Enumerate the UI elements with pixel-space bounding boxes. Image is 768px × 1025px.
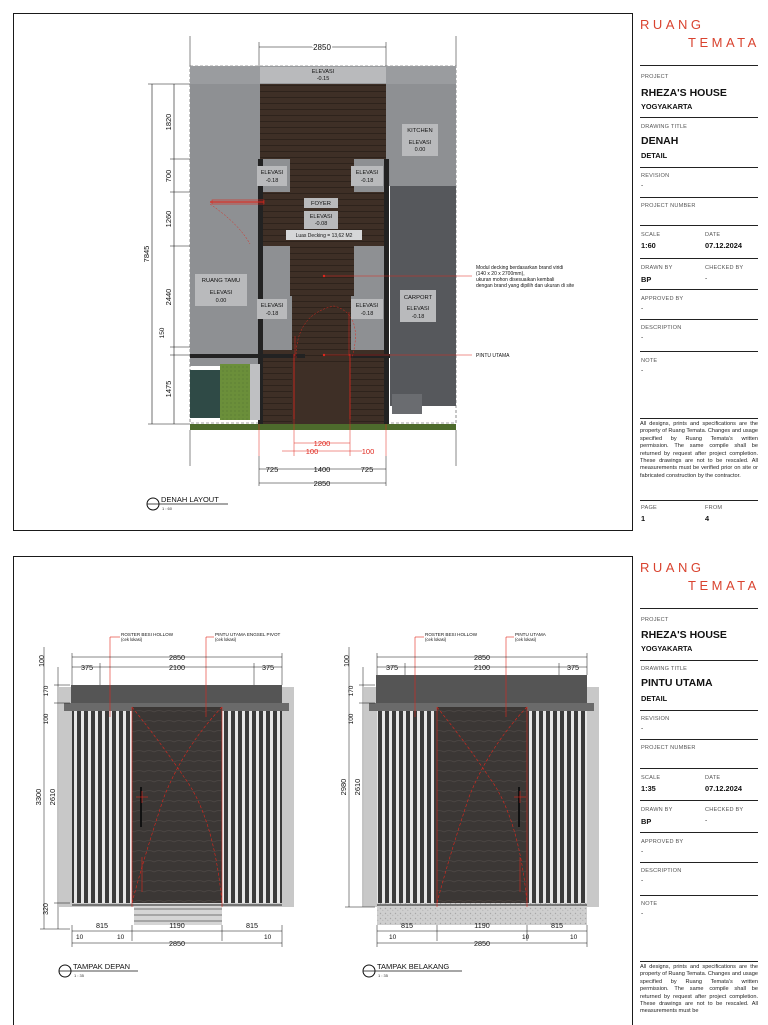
front-dim-top: 2850 xyxy=(169,653,185,662)
note-decking-2: (140 x 20 x 2700mm), xyxy=(476,271,525,277)
brand-temata-2: TEMATA xyxy=(688,578,760,593)
front-note-roster: ROSTER BESI HOLLOW xyxy=(121,632,174,637)
project-number-label-2: PROJECT NUMBER xyxy=(641,745,696,751)
drawn-by-label-2: DRAWN BY xyxy=(641,807,673,813)
note-label: NOTE xyxy=(641,358,658,364)
approved-by-value: - xyxy=(641,305,644,312)
elev-carport-value: -0.18 xyxy=(411,314,425,320)
elev-left-low-value: -0.18 xyxy=(265,311,279,317)
front-dim-815a: 815 xyxy=(96,921,108,930)
project-name: RHEZA'S HOUSE xyxy=(641,87,727,99)
back-note-door-sub: (cek lokasi) xyxy=(515,637,537,642)
drawing-title: DENAH xyxy=(641,135,679,147)
note-decking-3: ukuran mohon disesuaikan kembali xyxy=(476,277,555,283)
dim-700: 700 xyxy=(164,169,173,183)
back-dim-100: 100 xyxy=(344,655,351,667)
elev-tamu-value: 0.00 xyxy=(215,298,227,304)
sheet-denah xyxy=(13,13,633,531)
approved-by-label: APPROVED BY xyxy=(641,296,684,302)
elev-left-mid-word: ELEVASI xyxy=(260,170,284,176)
back-door xyxy=(437,707,527,903)
project-city-2: YOGYAKARTA xyxy=(641,644,693,653)
front-dim-2610: 2610 xyxy=(48,788,57,806)
back-note-roster-sub: (cek lokasi) xyxy=(425,637,447,642)
room-ruang-tamu: RUANG TAMU xyxy=(201,278,241,284)
caption-back: TAMPAK BELAKANG xyxy=(377,962,450,971)
front-dim-1190: 1190 xyxy=(169,921,185,930)
checked-by-label-2: CHECKED BY xyxy=(705,807,744,813)
wall-right xyxy=(384,159,389,424)
elev-right-mid-value: -0.18 xyxy=(360,178,374,184)
back-note-roster: ROSTER BESI HOLLOW xyxy=(425,632,478,637)
dim-7845: 7845 xyxy=(142,245,151,263)
elev-tamu-word: ELEVASI xyxy=(209,290,233,296)
front-dim-100b: 100 xyxy=(43,713,50,725)
dim-2440: 2440 xyxy=(164,288,173,306)
checked-by-value: - xyxy=(705,275,708,282)
drawing-subtitle: DETAIL xyxy=(641,151,668,160)
disclaimer: All designs, prints and specifications are the property of Ruang Temata. Changes and usage specified by Ruang Temata's written permission. The same compile shall be returned by request after project completion. These drawings are not to be rescaled. All measurements must be verified prior on site or fabricated construction by the contractor. xyxy=(640,421,758,479)
revision-label: REVISION xyxy=(641,173,670,179)
front-dim-375a: 375 xyxy=(81,663,93,672)
back-dim-10c: 10 xyxy=(570,934,578,941)
drawing-title-label: DRAWING TITLE xyxy=(641,124,688,130)
front-dim-170: 170 xyxy=(43,685,50,697)
date-label: DATE xyxy=(705,232,721,238)
elev-left-mid-value: -0.18 xyxy=(265,178,279,184)
brand-temata: TEMATA xyxy=(688,35,760,50)
front-dim-10c: 10 xyxy=(264,934,272,941)
revision-value-2: - xyxy=(641,725,644,732)
title-block-1 xyxy=(640,13,758,529)
front-dim-375b: 375 xyxy=(262,663,274,672)
caption-denah: DENAH LAYOUT xyxy=(161,495,219,504)
front-dim-815b: 815 xyxy=(246,921,258,930)
project-label: PROJECT xyxy=(641,74,669,80)
title-block-2 xyxy=(640,556,758,1024)
back-roster-right xyxy=(527,711,587,903)
brand-ruang: RUANG xyxy=(640,17,705,32)
checked-by-label: CHECKED BY xyxy=(705,265,744,271)
front-dim-100: 100 xyxy=(39,655,46,667)
drawing-subtitle-2: DETAIL xyxy=(641,694,668,703)
from-label: FROM xyxy=(705,505,723,511)
elev-kitchen-value: 0.00 xyxy=(414,147,426,153)
approved-by-value-2: - xyxy=(641,848,644,855)
back-dim-top: 2850 xyxy=(474,653,490,662)
back-dim-bottom: 2850 xyxy=(474,939,490,948)
dim-1200: 1200 xyxy=(313,439,331,448)
dim-100b: 100 xyxy=(361,447,375,456)
dim-bottom: 2850 xyxy=(313,479,331,488)
note-pintu-utama: PINTU UTAMA xyxy=(476,353,510,359)
back-dim-815a: 815 xyxy=(401,921,413,930)
front-note-roster-sub: (cek lokasi) xyxy=(121,637,143,642)
front-dim-10b: 10 xyxy=(117,934,125,941)
checked-by-value-2: - xyxy=(705,817,708,824)
front-pivot-door xyxy=(132,707,222,903)
scale-label-2: SCALE xyxy=(641,775,661,781)
elev-foyer-word: ELEVASI xyxy=(309,214,333,220)
front-dim-320: 320 xyxy=(43,903,50,915)
project-city: YOGYAKARTA xyxy=(641,102,693,111)
left-wall-block xyxy=(190,66,260,366)
date-label-2: DATE xyxy=(705,775,721,781)
description-label: DESCRIPTION xyxy=(641,325,682,331)
description-label-2: DESCRIPTION xyxy=(641,868,682,874)
drawn-by-label: DRAWN BY xyxy=(641,265,673,271)
back-dim-2980: 2980 xyxy=(339,778,348,796)
back-dim-375a: 375 xyxy=(386,663,398,672)
luas-decking: Luas Decking = 13,62 M2 xyxy=(295,233,353,239)
caption-denah-scale: 1 : 60 xyxy=(162,506,173,511)
front-dim-2100: 2100 xyxy=(169,663,185,672)
date-value: 07.12.2024 xyxy=(705,241,742,250)
drawn-by-value: BP xyxy=(641,275,652,284)
front-dim-10a: 10 xyxy=(76,934,84,941)
drawing-title-2: PINTU UTAMA xyxy=(641,677,713,689)
back-note-door: PINTU UTAMA xyxy=(515,632,546,637)
room-carport: CARPORT xyxy=(403,295,433,301)
elev-top-value: -0.15 xyxy=(316,76,330,82)
dim-725a: 725 xyxy=(265,465,279,474)
garden xyxy=(220,364,250,420)
brand-ruang-2: RUANG xyxy=(640,560,705,575)
back-dim-10a: 10 xyxy=(389,934,397,941)
elev-right-low-word: ELEVASI xyxy=(355,303,379,309)
dim-top: 2850 xyxy=(313,43,331,52)
note-value: - xyxy=(641,367,644,374)
back-dim-2610: 2610 xyxy=(353,778,362,796)
pintu-drawing xyxy=(14,557,632,1025)
scale-label: SCALE xyxy=(641,232,661,238)
dim-1400: 1400 xyxy=(313,465,331,474)
revision-value: - xyxy=(641,182,644,189)
elev-right-low-value: -0.18 xyxy=(360,311,374,317)
front-dim-3300: 3300 xyxy=(34,788,43,806)
room-kitchen: KITCHEN xyxy=(407,128,433,134)
back-dim-375b: 375 xyxy=(567,663,579,672)
note-decking-4: dengan brand yang dipilih dan ukuran di site xyxy=(476,283,575,289)
back-dim-10b: 10 xyxy=(522,934,530,941)
back-dim-2100: 2100 xyxy=(474,663,490,672)
dim-1475: 1475 xyxy=(164,380,173,398)
front-dim-bottom: 2850 xyxy=(169,939,185,948)
caption-front: TAMPAK DEPAN xyxy=(73,962,131,971)
back-dim-170: 170 xyxy=(348,685,355,697)
elev-left-low-word: ELEVASI xyxy=(260,303,284,309)
note-label-2: NOTE xyxy=(641,901,658,907)
page-value: 1 xyxy=(641,514,646,523)
dim-150: 150 xyxy=(159,327,166,339)
project-name-2: RHEZA'S HOUSE xyxy=(641,629,727,641)
back-dim-1190: 1190 xyxy=(474,921,490,930)
elev-right-mid-word: ELEVASI xyxy=(355,170,379,176)
dim-725b: 725 xyxy=(360,465,374,474)
scale-value-2: 1:35 xyxy=(641,784,656,793)
dim-1820: 1820 xyxy=(164,113,173,131)
elev-foyer-value: -0.08 xyxy=(314,221,328,227)
drawn-by-value-2: BP xyxy=(641,817,652,826)
pool xyxy=(190,370,220,418)
project-number-label: PROJECT NUMBER xyxy=(641,203,696,209)
disclaimer-2: All designs, prints and specifications are the property of Ruang Temata. Changes and usage specified by Ruang Temata's written permission. The same compile shall be returned by request after project completion. These drawings are not to be rescaled. All measurements must be xyxy=(640,964,758,1015)
elev-kitchen-word: ELEVASI xyxy=(408,140,432,146)
from-value: 4 xyxy=(705,514,710,523)
elev-top-word: ELEVASI xyxy=(311,69,335,75)
front-note-door: PINTU UTAMA ENGSEL PIVOT xyxy=(215,632,281,637)
description-value-2: - xyxy=(641,877,644,884)
elev-carport-word: ELEVASI xyxy=(406,306,430,312)
drawing-title-label-2: DRAWING TITLE xyxy=(641,666,688,672)
note-decking-1: Modul decking berdasarkan brand viridi xyxy=(476,265,564,271)
room-foyer: FOYER xyxy=(311,201,331,207)
project-label-2: PROJECT xyxy=(641,617,669,623)
back-roster-left xyxy=(377,711,437,903)
revision-label-2: REVISION xyxy=(641,716,670,722)
dim-1260: 1260 xyxy=(164,210,173,228)
denah-drawing xyxy=(14,14,632,530)
dim-100a: 100 xyxy=(305,447,319,456)
front-roster-left xyxy=(72,711,132,903)
back-dim-100b: 100 xyxy=(348,713,355,725)
sheet-pintu xyxy=(13,556,633,1025)
back-dim-815b: 815 xyxy=(551,921,563,930)
approved-by-label-2: APPROVED BY xyxy=(641,839,684,845)
scale-value: 1:60 xyxy=(641,241,656,250)
front-note-door-sub: (cek lokasi) xyxy=(215,637,237,642)
caption-front-scale: 1 : 35 xyxy=(74,973,85,978)
front-roster-right xyxy=(222,711,282,903)
page-label: PAGE xyxy=(641,505,657,511)
back-elevation xyxy=(339,632,599,978)
description-value: - xyxy=(641,334,644,341)
date-value-2: 07.12.2024 xyxy=(705,784,742,793)
caption-back-scale: 1 : 35 xyxy=(378,973,389,978)
front-elevation xyxy=(34,632,294,978)
note-value-2: - xyxy=(641,910,644,917)
